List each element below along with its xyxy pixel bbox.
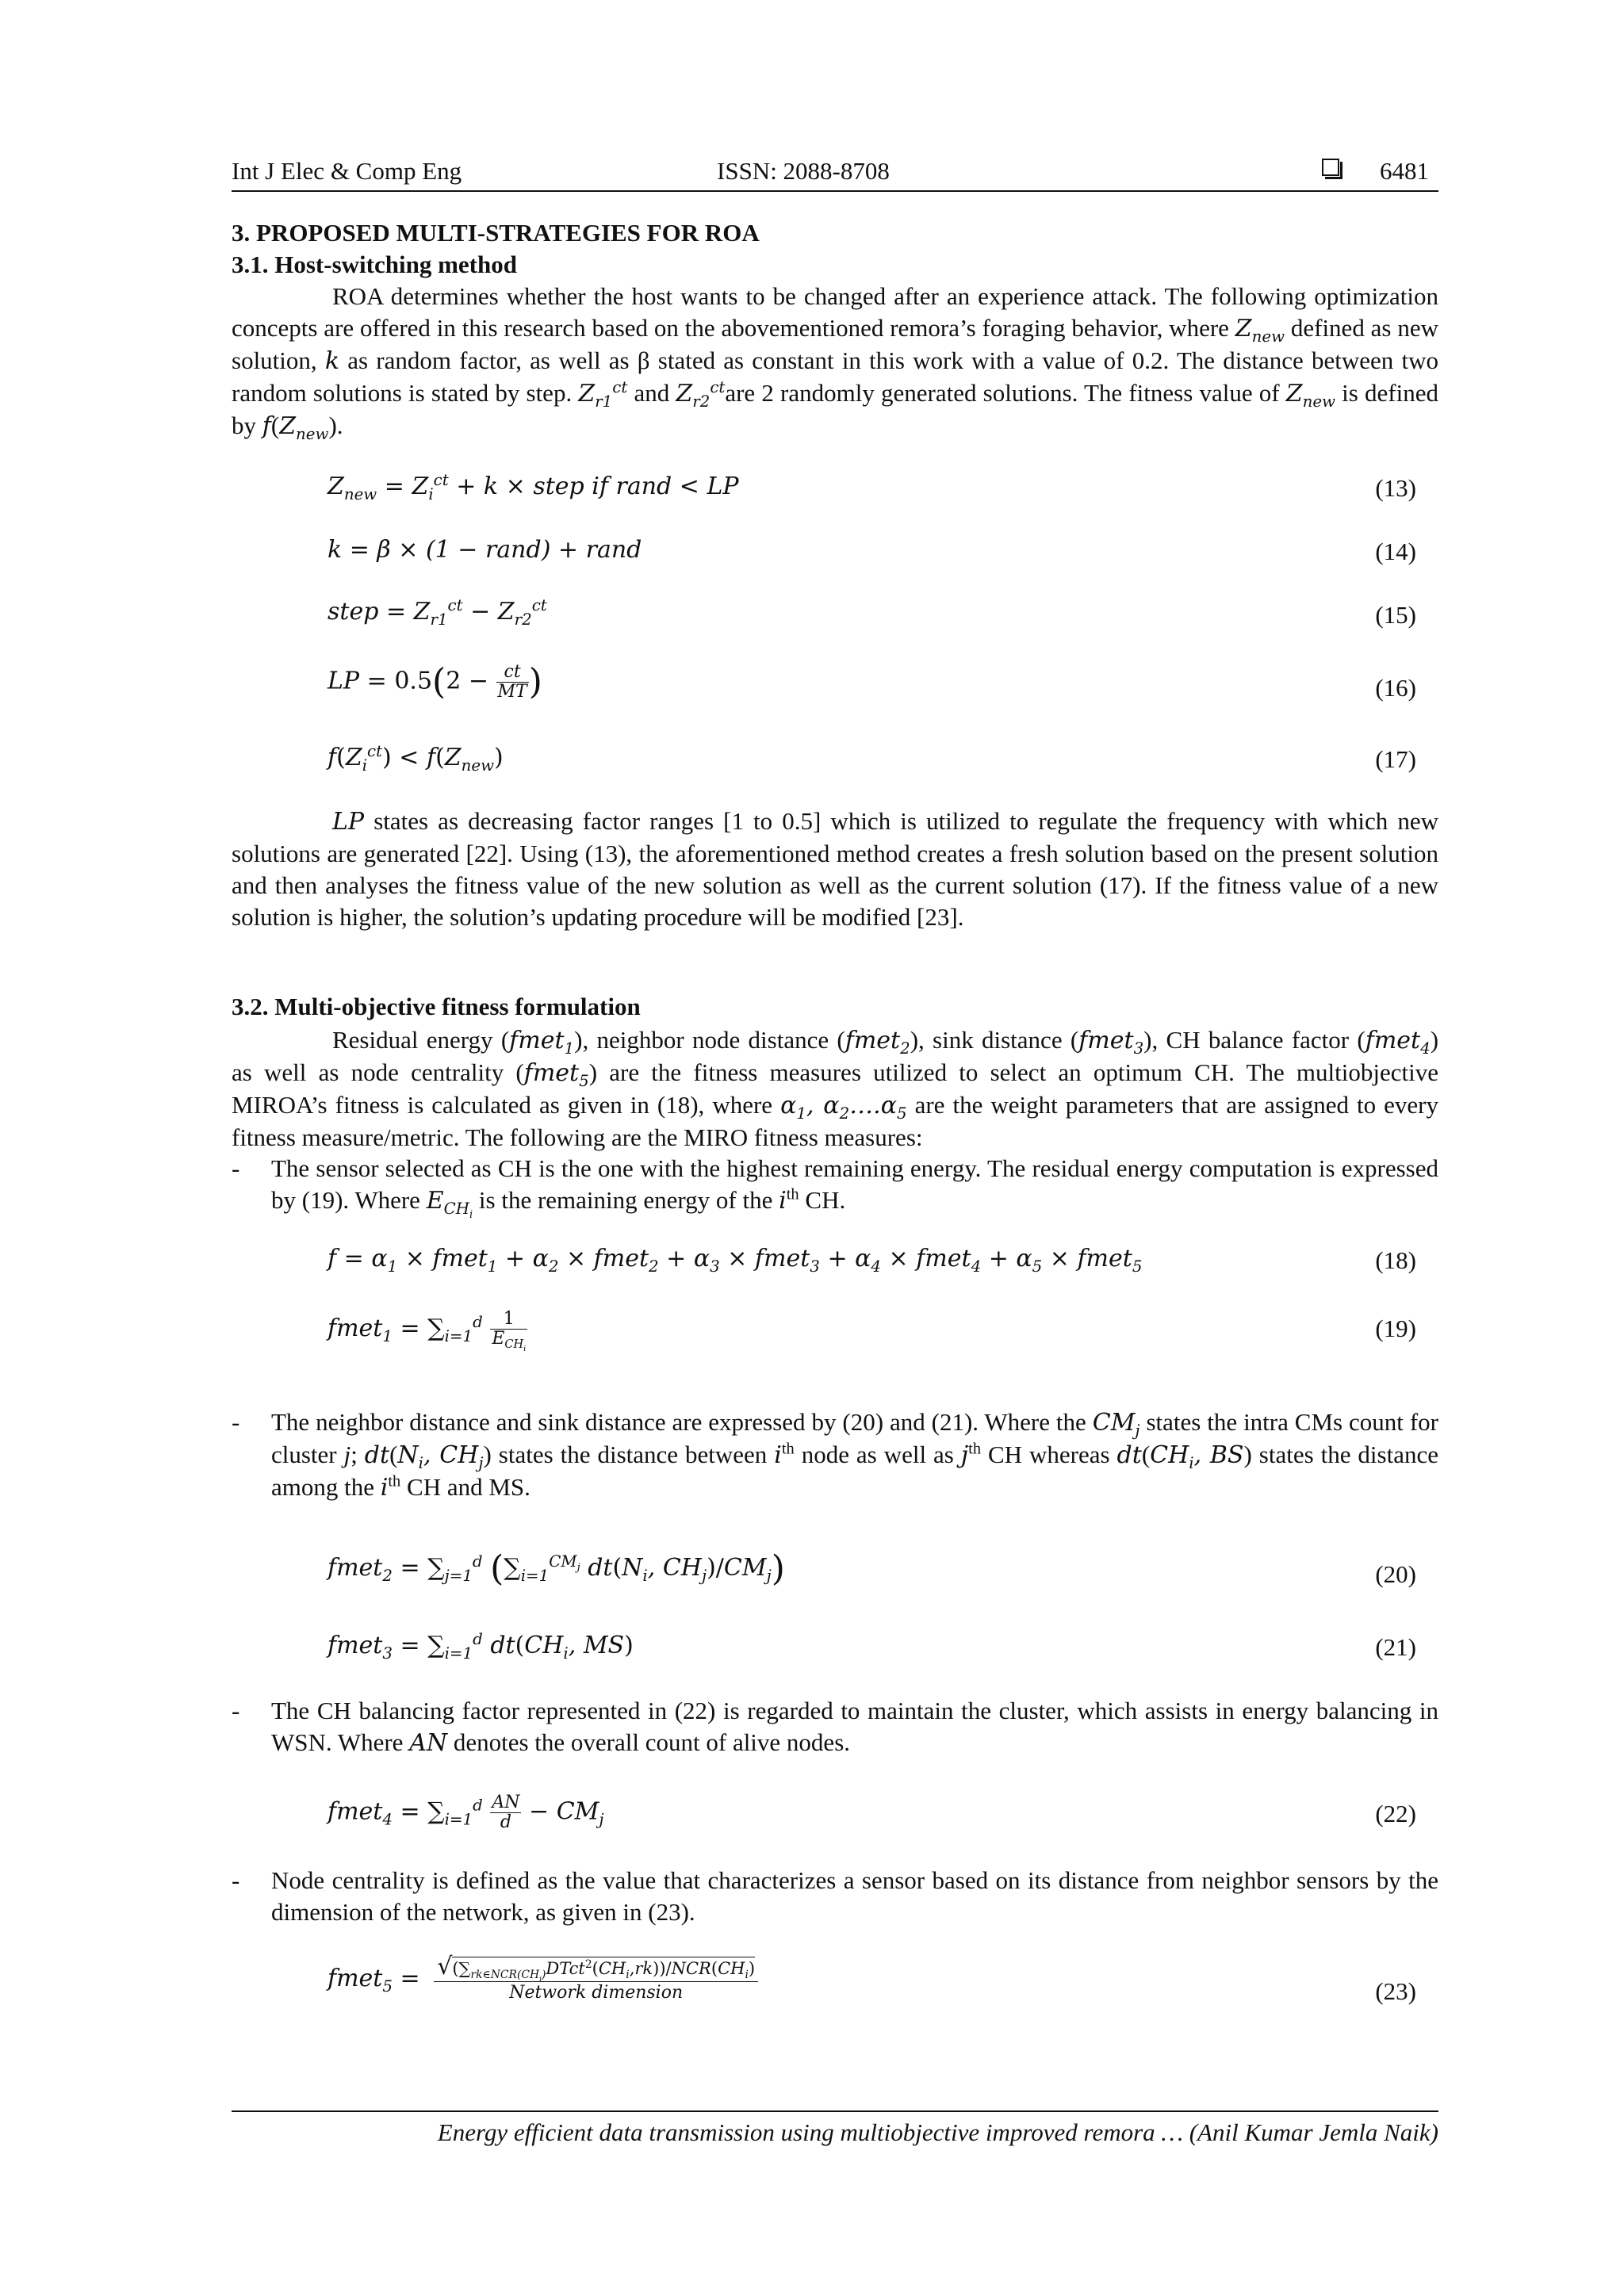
paragraph-lp: LP states as decreasing factor ranges [1 to 0.5] which is utilized to regulate the frequency with which new solutions are generated [22]. Using (13), the aforementioned method creates a fresh solution based on the present solution and then analyses the fitness value of the new solution as well as the current solution (17). If the fitness value of a new solution is higher, the solution’s updating procedure will be modified [23]. — [232, 807, 1438, 931]
equation-number-23: (23) — [1375, 1977, 1416, 2005]
paragraph-host-switching: ROA determines whether the host wants to be changed after an experience attack. The following optimization concepts are offered in this research based on the abovementioned remora’s foraging behavior, where $Z_{new}$ defined as new solution, k as random factor, as well as β stated as constant in this work with a value of 0.2. The distance between two random solutions is stated by step. $Z_{r1}^{ct}$ and $Z_{r2}^{ct}are$ 2 randomly generated solutions. The fitness value of $Z_{new}$ is defined by $f(Z_{new})$. — [232, 282, 1438, 443]
equation-number-18: (18) — [1375, 1246, 1416, 1274]
equation-17: $f(Z_i^{ct}) < f(Z_{new})$ — [327, 742, 504, 775]
page-number: 6481 — [1380, 157, 1429, 185]
footer-rule — [232, 2110, 1438, 2112]
bullet-node-centrality: - Node centrality is defined as the value that characterizes a sensor based on its distance from neighbor sensors by the dimension of the network, as given in (23). — [232, 1866, 1438, 1926]
equation-22: fmet$_4$ = $\sum_{i=1}^d$ $\frac{AN}{d}$ − $CM_j$ — [327, 1793, 604, 1832]
equation-19: fmet$_1$ = $\sum_{i=1}^d$ $\frac{1}{E_{CH_i}}$ — [327, 1309, 527, 1354]
journal-name: Int J Elec & Comp Eng — [232, 157, 462, 185]
equation-number-15: (15) — [1375, 601, 1416, 629]
equation-number-22: (22) — [1375, 1800, 1416, 1827]
equation-13: $Z_{new} = Z_i^{ct} + k$ × step if rand < LP — [327, 471, 739, 503]
square-bullet-icon — [1322, 159, 1339, 176]
equation-20: fmet$_2$ = $\sum_{j=1}^d$ ($\sum_{i=1}^{CM_j}$ $dt(N_i$, $CH_j)/CM_j$) — [327, 1548, 785, 1589]
equation-number-19: (19) — [1375, 1314, 1416, 1342]
equation-number-16: (16) — [1375, 674, 1416, 702]
equation-number-14: (14) — [1375, 538, 1416, 565]
equation-15: step = $Z_{r1}^{ct} - Z_{r2}^{ct}$ — [327, 596, 547, 629]
section-heading: 3. PROPOSED MULTI-STRATEGIES FOR ROA — [232, 219, 760, 247]
equation-number-17: (17) — [1375, 745, 1416, 773]
header-rule — [232, 190, 1438, 192]
equation-number-20: (20) — [1375, 1560, 1416, 1588]
subsection-heading-host-switching: 3.1. Host-switching method — [232, 251, 517, 278]
equation-23: fmet$_5$ = $√(\sum_{rk\in NCR(CH_i)}DTct^2(CH_i,rk))/NCR(CH_i)$ Network dimension — [327, 1954, 758, 2025]
issn: ISSN: 2088-8708 — [717, 157, 890, 185]
equation-number-21: (21) — [1375, 1633, 1416, 1661]
running-footer: Energy efficient data transmission using multiobjective improved remora … (Anil Kumar Jemla Naik) — [437, 2118, 1438, 2146]
equation-number-13: (13) — [1375, 474, 1416, 502]
equation-21: fmet$_3$ = $\sum_{i=1}^d$ $dt(CH_i$, MS) — [327, 1630, 634, 1663]
equation-14: k = β × (1 − rand) + rand — [327, 536, 642, 564]
paragraph-fitness: Residual energy (fmet$_1$), neighbor node distance (fmet$_2$), sink distance (fmet$_3$), CH balance factor (fmet$_4$) as well as node centrality (fmet$_5$) are the fitness measures utilized to select an optimum CH. The multiobjective MIROA’s fitness is calculated as given in (18), where $\alpha_1$, $\alpha_2\dots.\alpha_5$ are the weight parameters that are assigned to every fitness measure/metric. The following are the MIRO fitness measures: — [232, 1026, 1439, 1151]
bullet-residual-energy: - The sensor selected as CH is the one with the highest remaining energy. The residual energy computation is expressed by (19). Where $E_{CH_i}$ is the remaining energy of the $i^{th}$ CH. — [232, 1154, 1438, 1221]
bullet-neighbor-sink-distance: - The neighbor distance and sink distance are expressed by (20) and (21). Where the $CM_j$ states the intra CMs count for cluster j; $dt(N_i$, $CH_j$) states the distance between $i^{th}$ node as well as $j^{th}$ CH whereas $dt(CH_i$, BS) states the distance among the $i^{th}$ CH and MS. — [232, 1408, 1438, 1502]
bullet-ch-balancing: - The CH balancing factor represented in (22) is regarded to maintain the cluster, which assists in energy balancing in WSN. Where AN denotes the overall count of alive nodes. — [232, 1697, 1438, 1757]
equation-16: LP = 0.5(2 − $\frac{ct}{MT}$ ) — [327, 661, 542, 702]
network-dimension-denominator: Network dimension — [509, 1982, 684, 2003]
subsection-heading-fitness: 3.2. Multi-objective fitness formulation — [232, 993, 641, 1020]
equation-18: $f = \alpha_1$ × fmet$_1$ + $\alpha_2$ × fmet$_2$ + $\alpha_3$ × fmet$_3$ + $\alpha_4$ × fmet$_4$ + $\alpha_5$ × fmet$_5$ — [327, 1245, 1143, 1276]
